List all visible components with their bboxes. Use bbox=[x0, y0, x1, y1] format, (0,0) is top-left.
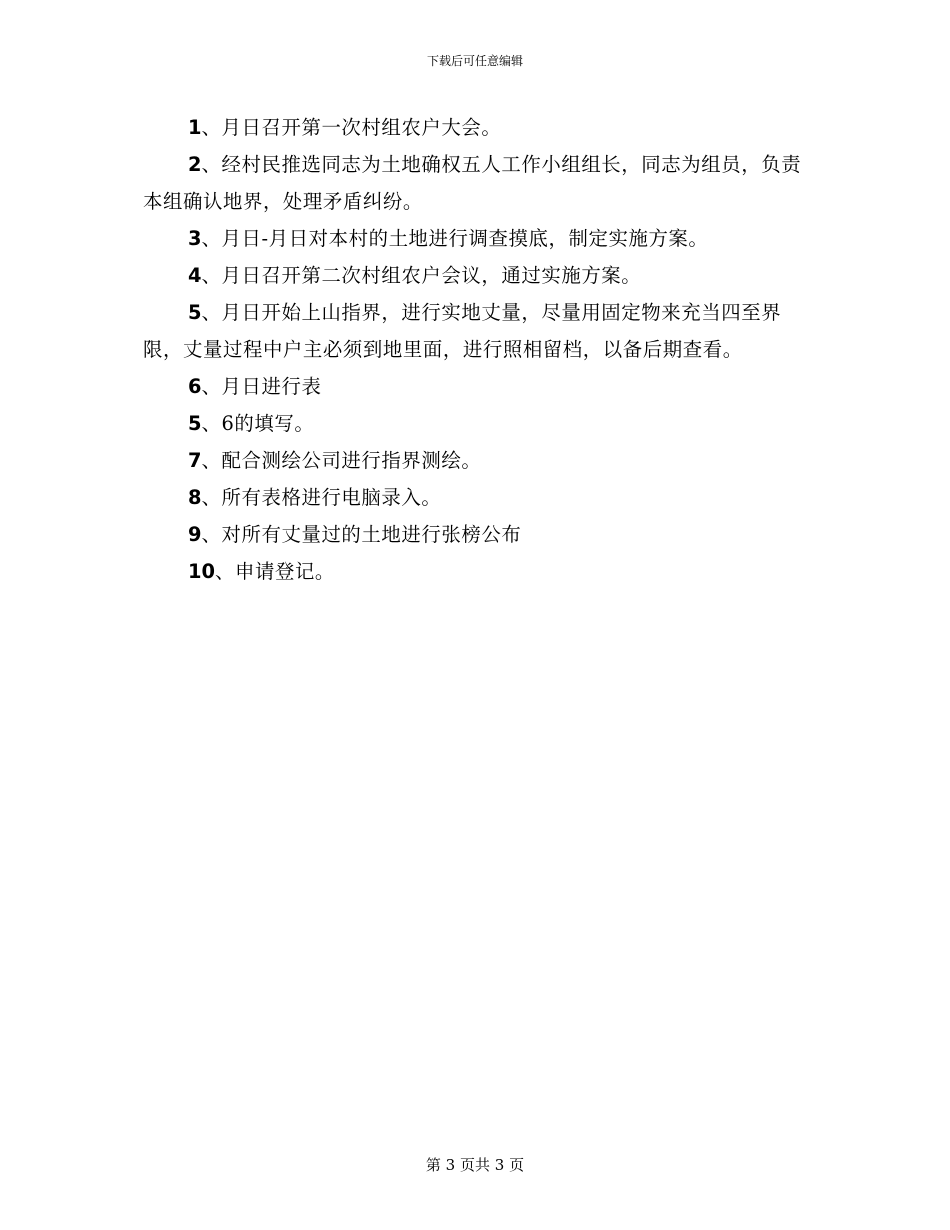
paragraph bbox=[143, 405, 813, 442]
item-number: 7 bbox=[188, 449, 202, 472]
paragraph bbox=[143, 442, 813, 479]
item-number: 5 bbox=[188, 412, 202, 435]
paragraph-text: 、配合测绘公司进行指界测绘。 bbox=[201, 449, 482, 472]
paragraph-text: 、月日进行表 bbox=[201, 375, 322, 398]
paragraph-text: 、所有表格进行电脑录入。 bbox=[201, 486, 442, 509]
paragraph bbox=[143, 479, 813, 516]
paragraph bbox=[143, 257, 813, 294]
paragraph bbox=[143, 516, 813, 553]
paragraph-text: 、对所有丈量过的土地进行张榜公布 bbox=[201, 523, 522, 546]
document-body bbox=[143, 109, 813, 590]
item-number: 6 bbox=[188, 375, 202, 398]
paragraph-text: 、申请登记。 bbox=[214, 560, 335, 583]
item-number: 4 bbox=[188, 264, 202, 287]
paragraph bbox=[143, 368, 813, 405]
item-number: 8 bbox=[188, 486, 202, 509]
paragraph bbox=[143, 294, 813, 368]
paragraph-text: 、月日召开第一次村组农户大会。 bbox=[201, 116, 502, 139]
paragraph-text: 、6的填写。 bbox=[201, 412, 315, 435]
paragraph-text: 、月日开始上山指界，进行实地丈量，尽量用固定物来充当四至界限，丈量过程中户主必须到地里面，进行照相留档，以备后期查看。 bbox=[143, 301, 782, 361]
paragraph bbox=[143, 146, 813, 220]
paragraph bbox=[143, 220, 813, 257]
item-number: 10 bbox=[188, 560, 215, 583]
page-footer: 第 3 页共 3 页 bbox=[425, 1156, 525, 1174]
paragraph bbox=[143, 109, 813, 146]
item-number: 5 bbox=[188, 301, 202, 324]
item-number: 9 bbox=[188, 523, 202, 546]
item-number: 3 bbox=[188, 227, 202, 250]
paragraph-text: 、经村民推选同志为土地确权五人工作小组组长，同志为组员，负责本组确认地界，处理矛盾纠纷。 bbox=[143, 153, 802, 213]
item-number: 1 bbox=[188, 116, 202, 139]
paragraph bbox=[143, 553, 813, 590]
page-header: 下载后可任意编辑 bbox=[426, 54, 523, 68]
paragraph-text: 、月日召开第二次村组农户会议，通过实施方案。 bbox=[201, 264, 642, 287]
paragraph-text: 、月日-月日对本村的土地进行调查摸底，制定实施方案。 bbox=[201, 227, 709, 250]
item-number: 2 bbox=[188, 153, 202, 176]
